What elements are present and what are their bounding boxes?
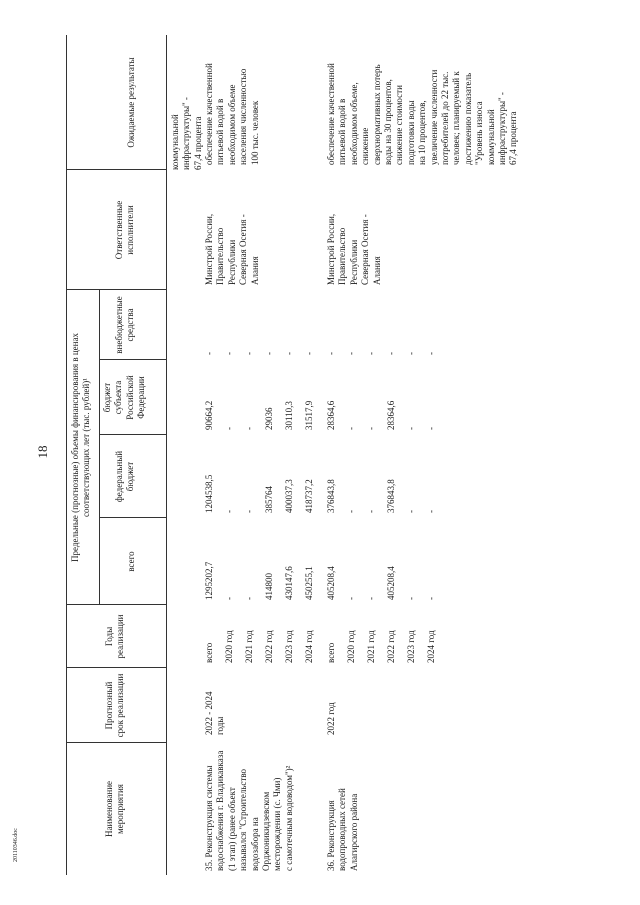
row-total: - [406, 597, 416, 600]
row-executors-line: Республики [348, 239, 359, 285]
row-total: - [366, 597, 376, 600]
row-federal: - [224, 510, 234, 513]
row-extra: - [426, 352, 436, 355]
row-total: - [244, 597, 254, 600]
page-number: 18 [35, 445, 50, 459]
header-regional: бюджет [102, 382, 112, 413]
row-results-line: увеличение численности [428, 69, 439, 165]
row-extra: - [264, 352, 274, 355]
row-results-line: подготовки воды [405, 100, 416, 165]
header-years: реализации [115, 614, 126, 659]
row-federal: 418737,2 [304, 479, 314, 513]
row-extra: - [304, 352, 314, 355]
row-regional: - [224, 427, 234, 430]
row-year: 2021 год [366, 630, 376, 663]
row-year: всего [326, 642, 336, 663]
row-total: - [346, 597, 356, 600]
row-executors-line: Алания [371, 256, 382, 285]
row-extra: - [224, 352, 234, 355]
header-term: срок реализации [115, 673, 126, 738]
row-extra: - [326, 352, 336, 355]
row-name-line: назывался "Строительство [238, 768, 249, 871]
row-federal: - [346, 510, 356, 513]
row-name-line: с самотечным водоводом")² [283, 765, 294, 871]
row-regional: - [346, 427, 356, 430]
row-results-line: инфраструктуры" - [497, 92, 507, 165]
row-federal: - [244, 510, 254, 513]
header-total: всего [126, 551, 136, 572]
row-federal: - [426, 510, 436, 513]
row-total: 405208,4 [326, 566, 336, 600]
row-year: 2022 год [386, 630, 396, 663]
row-year: 2022 год [264, 630, 274, 663]
document-footer: 20110346.doc [13, 828, 19, 862]
row-term-line: 2022 - 2024 [204, 691, 214, 735]
row-results-line: снижение стоимости [394, 85, 405, 165]
row-results-line: сверхнормативных потерь [371, 64, 382, 165]
row-federal: 400037,3 [284, 479, 294, 513]
row-executors-line: Республики [226, 239, 237, 285]
row-federal: 1204538,5 [204, 474, 214, 513]
row-total: 414800 [264, 573, 274, 600]
row-results-line: необходимом объеме, [348, 82, 359, 165]
row-total: 405208,4 [386, 566, 396, 600]
row-total: - [426, 597, 436, 600]
header-executors: исполнители [125, 205, 136, 255]
row-results-line: воды на 30 процентов, [383, 79, 393, 165]
header-years: Годы [104, 626, 114, 647]
header-regional: Российской [124, 375, 135, 420]
row-regional: - [244, 427, 254, 430]
header-funding: соответствующих лет (тыс. рублей)¹ [81, 378, 92, 517]
row-name-line: 36. Реконструкция [326, 800, 336, 871]
header-extra: внебюджетные [114, 296, 124, 354]
row-regional: - [426, 427, 436, 430]
header-federal: федеральный [114, 450, 124, 503]
row-results-line: 67,4 процента [508, 111, 519, 165]
row-executors-line: Минстрой России, [204, 213, 214, 285]
header-extra: средства [125, 308, 136, 342]
carryover-results-line: инфраструктуры" - [181, 97, 192, 170]
row-regional: 28364,6 [386, 400, 396, 430]
row-results-line: питьевой водой в [215, 98, 226, 165]
header-results: Ожидаемые результаты [126, 57, 136, 148]
row-extra: - [244, 352, 254, 355]
row-results-line: обеспечение качественной [204, 63, 214, 165]
row-regional: 28364,6 [326, 400, 336, 430]
row-name-line: водозабора на [249, 817, 260, 871]
row-extra: - [366, 352, 376, 355]
row-federal: - [406, 510, 416, 513]
row-year: 2023 год [284, 630, 294, 663]
row-extra: - [204, 352, 214, 355]
row-results-line: достижению показатель [462, 72, 473, 165]
row-total: 450255,1 [304, 566, 314, 600]
row-executors-line: Минстрой России, [326, 213, 336, 285]
header-executors: Ответственные [114, 200, 124, 260]
row-results-line: обеспечение качественной [326, 63, 336, 165]
rotated-table [66, 35, 614, 875]
row-name-line: (1 этап) (ранее объект [226, 787, 237, 871]
header-divider [166, 35, 167, 875]
row-year: 2023 год [406, 630, 416, 663]
row-extra: - [284, 352, 294, 355]
row-extra: - [386, 352, 396, 355]
header-name: мероприятия [115, 784, 126, 834]
row-name-line: водопроводных сетей [337, 788, 348, 871]
header-term: Прогнозный [104, 681, 114, 730]
funding-header-divider [99, 290, 100, 605]
header-regional: субъекта [113, 380, 124, 415]
row-regional: 90664,2 [204, 400, 214, 430]
header-funding: Предельные (прогнозные) объемы финансирования в ценах [70, 333, 80, 562]
row-federal: 376843,8 [386, 479, 396, 513]
row-name-line: 35. Реконструкция системы [204, 765, 214, 871]
row-results-line: необходимом объеме [226, 84, 237, 165]
row-results-line: "Уровень износа [474, 101, 485, 165]
carryover-results-line: коммунальной [170, 114, 180, 170]
row-executors-line: Правительство [215, 227, 226, 285]
row-extra: - [346, 352, 356, 355]
header-federal: бюджет [125, 461, 136, 492]
table-top-border [66, 35, 67, 875]
row-results-line: потребителей до 22 тыс. [440, 71, 450, 165]
row-executors-line: Алания [249, 256, 260, 285]
row-term-line: 2022 год [326, 702, 336, 735]
row-name-line: месторождении (с. Чми) [272, 777, 283, 871]
row-federal: 385764 [264, 486, 274, 513]
row-results-line: населения численностью [238, 68, 249, 165]
row-executors-line: Правительство [337, 227, 348, 285]
row-total: 430147,6 [284, 566, 294, 600]
row-regional: 31517,9 [304, 400, 314, 430]
row-executors-line: Северная Осетия - [360, 214, 371, 285]
row-year: всего [204, 642, 214, 663]
header-name: Наименование [104, 780, 114, 838]
row-name-line: Орджоникидзевском [261, 791, 271, 871]
row-year: 2020 год [346, 630, 356, 663]
row-year: 2020 год [224, 630, 234, 663]
row-year: 2021 год [244, 630, 254, 663]
row-total: 1295202,7 [204, 561, 214, 600]
row-federal: 376843,8 [326, 479, 336, 513]
row-federal: - [366, 510, 376, 513]
row-results-line: на 10 процентов, [417, 100, 428, 165]
row-results-line: снижение [360, 127, 371, 165]
row-extra: - [406, 352, 416, 355]
row-results-line: питьевой водой в [337, 98, 348, 165]
row-term-line: годы [215, 716, 226, 735]
row-name-line: Алагирского района [348, 793, 359, 871]
row-regional: 29036 [264, 407, 274, 430]
row-year: 2024 год [426, 630, 436, 663]
row-executors-line: Северная Осетия - [238, 214, 249, 285]
row-results-line: коммунальной [485, 109, 496, 165]
header-regional: Федерации [136, 376, 147, 419]
row-results-line: 100 тыс. человек [249, 100, 260, 165]
row-regional: 30110,3 [284, 401, 294, 430]
carryover-results-line: 67,4 процента [192, 116, 203, 170]
row-name-line: водоснабжения г. Владикавказа [215, 750, 226, 871]
row-regional: - [406, 427, 416, 430]
row-total: - [224, 597, 234, 600]
row-results-line: человек; планируемый к [451, 71, 462, 165]
row-regional: - [366, 427, 376, 430]
row-year: 2024 год [304, 630, 314, 663]
